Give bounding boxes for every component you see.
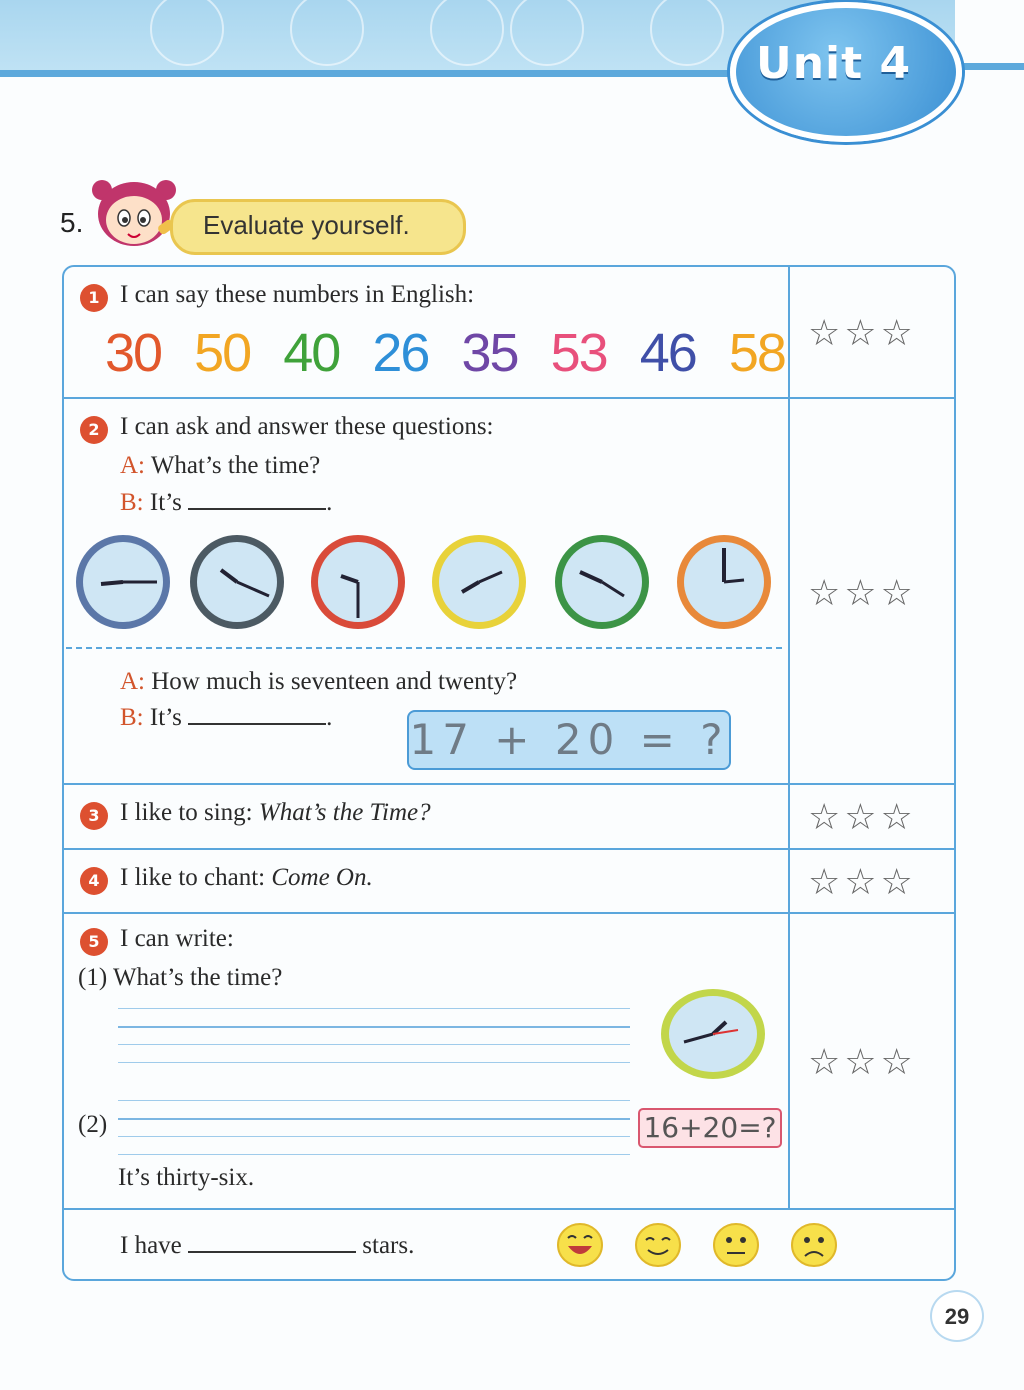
laughing-face-icon[interactable]: [556, 1222, 604, 1268]
song-title: What’s the Time?: [258, 799, 431, 826]
answer-blank[interactable]: [188, 508, 326, 510]
dashed-divider: [66, 647, 782, 649]
clock-icon: [303, 532, 413, 632]
writing-line[interactable]: [118, 1118, 630, 1120]
number-53: 53: [550, 323, 607, 383]
unit-label: Unit 4: [756, 38, 912, 89]
clock-icon: [185, 532, 290, 632]
numbers-row: [105, 322, 785, 390]
star-rating[interactable]: ☆☆☆: [808, 862, 917, 903]
row-divider: [62, 397, 954, 399]
number-58: 58: [728, 323, 785, 383]
sum-box: 16+20=?: [638, 1108, 782, 1148]
item-number-badge: 3: [80, 802, 108, 830]
unit-badge: [730, 2, 962, 142]
item3-text: [120, 799, 431, 827]
answer-line: [120, 704, 332, 732]
answer-period: .: [326, 704, 333, 731]
row-divider: [62, 783, 954, 785]
clock-icon: [424, 532, 534, 632]
clock-icon: [668, 532, 780, 632]
speaker-b-label: B:: [120, 489, 144, 516]
section-number: 5.: [60, 207, 84, 238]
answer-prefix: It’s: [149, 704, 182, 731]
strawberry-decoration-icon: [290, 0, 364, 66]
write-question-2: (2): [78, 1111, 108, 1138]
item1-text: I can say these numbers in English:: [120, 281, 475, 308]
number-35: 35: [461, 323, 518, 383]
answer-period: .: [326, 489, 333, 516]
stars-total-line: [120, 1232, 414, 1260]
chant-title: Come On.: [271, 864, 373, 891]
writing-line[interactable]: [118, 1136, 630, 1137]
row-divider: [62, 912, 954, 914]
clock-icon: [73, 532, 173, 632]
sum-box: 17 + 20 = ?: [407, 710, 731, 770]
speaker-b-label: B:: [120, 704, 144, 731]
question-text: What’s the time?: [150, 452, 321, 479]
stars-total-suffix: stars.: [362, 1232, 415, 1259]
smiling-face-icon[interactable]: [634, 1222, 682, 1268]
item2-text: I can ask and answer these questions:: [120, 413, 494, 440]
answer-prefix: It’s: [149, 489, 182, 516]
question-line: [120, 668, 517, 696]
writing-line[interactable]: [118, 1100, 630, 1101]
mascot-girl-icon: [88, 176, 180, 252]
given-answer: It’s thirty-six.: [118, 1164, 255, 1191]
item4-text: [120, 864, 373, 892]
strawberry-decoration-icon: [150, 0, 224, 66]
speaker-a-label: A:: [120, 668, 145, 695]
write-question-1: (1) What’s the time?: [78, 964, 283, 991]
row-divider: [62, 848, 954, 850]
item4-label: I like to chant:: [120, 864, 272, 891]
item-number-badge: 4: [80, 867, 108, 895]
stars-total-blank[interactable]: [188, 1251, 356, 1253]
number-50: 50: [194, 323, 251, 383]
strawberry-decoration-icon: [650, 0, 724, 66]
answer-blank[interactable]: [188, 723, 326, 725]
item5-text: I can write:: [120, 925, 234, 952]
writing-line[interactable]: [118, 1062, 630, 1063]
writing-line[interactable]: [118, 1044, 630, 1045]
evaluate-banner: [170, 199, 466, 255]
number-26: 26: [372, 323, 429, 383]
writing-line[interactable]: [118, 1154, 630, 1155]
strawberry-decoration-icon: [510, 0, 584, 66]
stars-total-prefix: I have: [120, 1232, 182, 1259]
clock-icon: [546, 532, 658, 632]
writing-line[interactable]: [118, 1008, 630, 1009]
item-number-badge: 2: [80, 416, 108, 444]
answer-line: [120, 489, 332, 517]
star-rating[interactable]: ☆☆☆: [808, 313, 917, 354]
column-divider: [788, 266, 790, 1210]
star-rating[interactable]: ☆☆☆: [808, 573, 917, 614]
sad-face-icon[interactable]: [790, 1222, 838, 1268]
item3-label: I like to sing:: [120, 799, 259, 826]
neutral-face-icon[interactable]: [712, 1222, 760, 1268]
item-number-badge: 5: [80, 928, 108, 956]
strawberry-decoration-icon: [430, 0, 504, 66]
item-number-badge: 1: [80, 284, 108, 312]
question-line: [120, 452, 320, 480]
speaker-a-label: A:: [120, 452, 145, 479]
star-rating[interactable]: ☆☆☆: [808, 797, 917, 838]
clock-icon: [658, 986, 768, 1082]
writing-line[interactable]: [118, 1026, 630, 1028]
star-rating[interactable]: ☆☆☆: [808, 1042, 917, 1083]
page-number: 29: [930, 1290, 984, 1342]
number-40: 40: [283, 323, 340, 383]
number-30: 30: [105, 323, 162, 383]
question-text: How much is seventeen and twenty?: [151, 668, 518, 695]
section-title: Evaluate yourself.: [203, 210, 410, 240]
number-46: 46: [639, 323, 696, 383]
row-divider: [62, 1208, 954, 1210]
